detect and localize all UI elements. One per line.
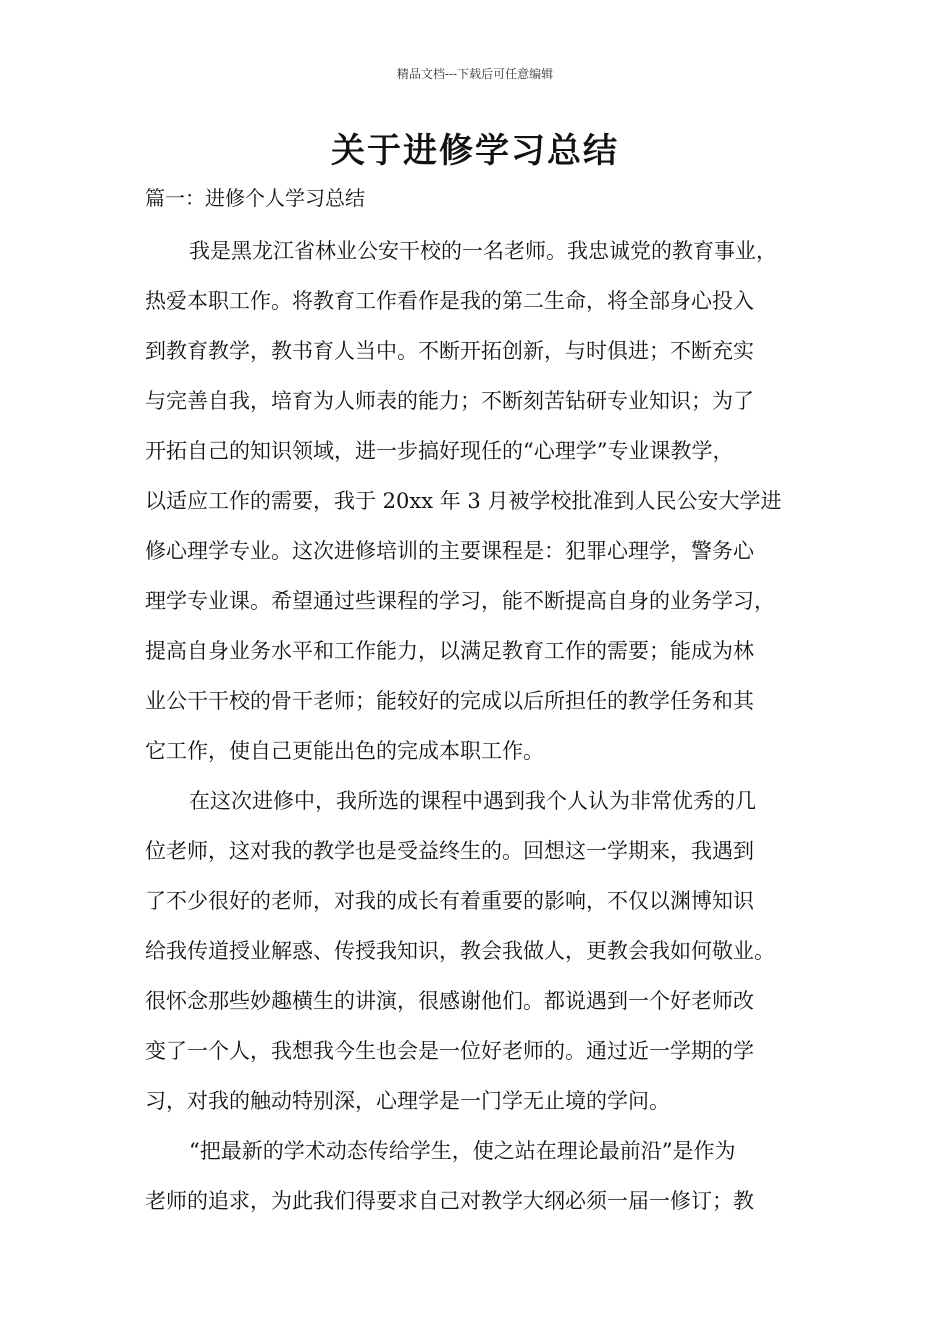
text-line: “把最新的学术动态传给学生，使之站在理论最前沿”是作为 xyxy=(189,1139,736,1163)
text-line: 老师的追求，为此我们得要求自己对教学大纲必须一届一修订；教 xyxy=(145,1189,754,1213)
text-line: 我是黑龙江省林业公安干校的一名老师。我忠诚党的教育事业， xyxy=(189,239,777,263)
text-line: 很怀念那些妙趣横生的讲演，很感谢他们。都说遇到一个好老师改 xyxy=(145,989,754,1013)
text-line: 给我传道授业解惑、传授我知识，教会我做人，更教会我如何敬业。 xyxy=(145,939,775,963)
text-line: 在这次进修中，我所选的课程中遇到我个人认为非常优秀的几 xyxy=(189,789,756,813)
text-line: 提高自身业务水平和工作能力，以满足教育工作的需要；能成为林 xyxy=(145,639,754,663)
text-line: 到教育教学，教书育人当中。不断开拓创新，与时俱进；不断充实 xyxy=(145,339,754,363)
text-line: 开拓自己的知识领域，进一步搞好现任的“心理学”专业课教学， xyxy=(145,439,734,463)
text-line: 热爱本职工作。将教育工作看作是我的第二生命，将全部身心投入 xyxy=(145,289,754,313)
text-line: 修心理学专业。这次进修培训的主要课程是：犯罪心理学，警务心 xyxy=(145,539,754,563)
body-text xyxy=(145,233,835,1233)
text-line: 它工作，使自己更能出色的完成本职工作。 xyxy=(145,739,544,763)
text-line: 业公干干校的骨干老师；能较好的完成以后所担任的教学任务和其 xyxy=(145,689,754,713)
text-line: 习，对我的触动特别深，心理学是一门学无止境的学问。 xyxy=(145,1089,670,1113)
text-line: 与完善自我，培育为人师表的能力；不断刻苦钻研专业知识；为了 xyxy=(145,389,754,413)
document-title: 关于进修学习总结 xyxy=(331,131,619,171)
text-line: 以适应工作的需要，我于 20xx 年 3 月被学校批准到人民公安大学进 xyxy=(145,489,782,513)
text-line: 理学专业课。希望通过些课程的学习，能不断提高自身的业务学习， xyxy=(145,589,775,613)
header-note: 精品文档---下载后可任意编辑 xyxy=(396,67,554,81)
section-heading: 篇一：进修个人学习总结 xyxy=(145,186,365,210)
text-line: 变了一个人，我想我今生也会是一位好老师的。通过近一学期的学 xyxy=(145,1039,754,1063)
text-line: 位老师，这对我的教学也是受益终生的。回想这一学期来，我遇到 xyxy=(145,839,754,863)
text-line: 了不少很好的老师，对我的成长有着重要的影响，不仅以渊博知识 xyxy=(145,889,754,913)
